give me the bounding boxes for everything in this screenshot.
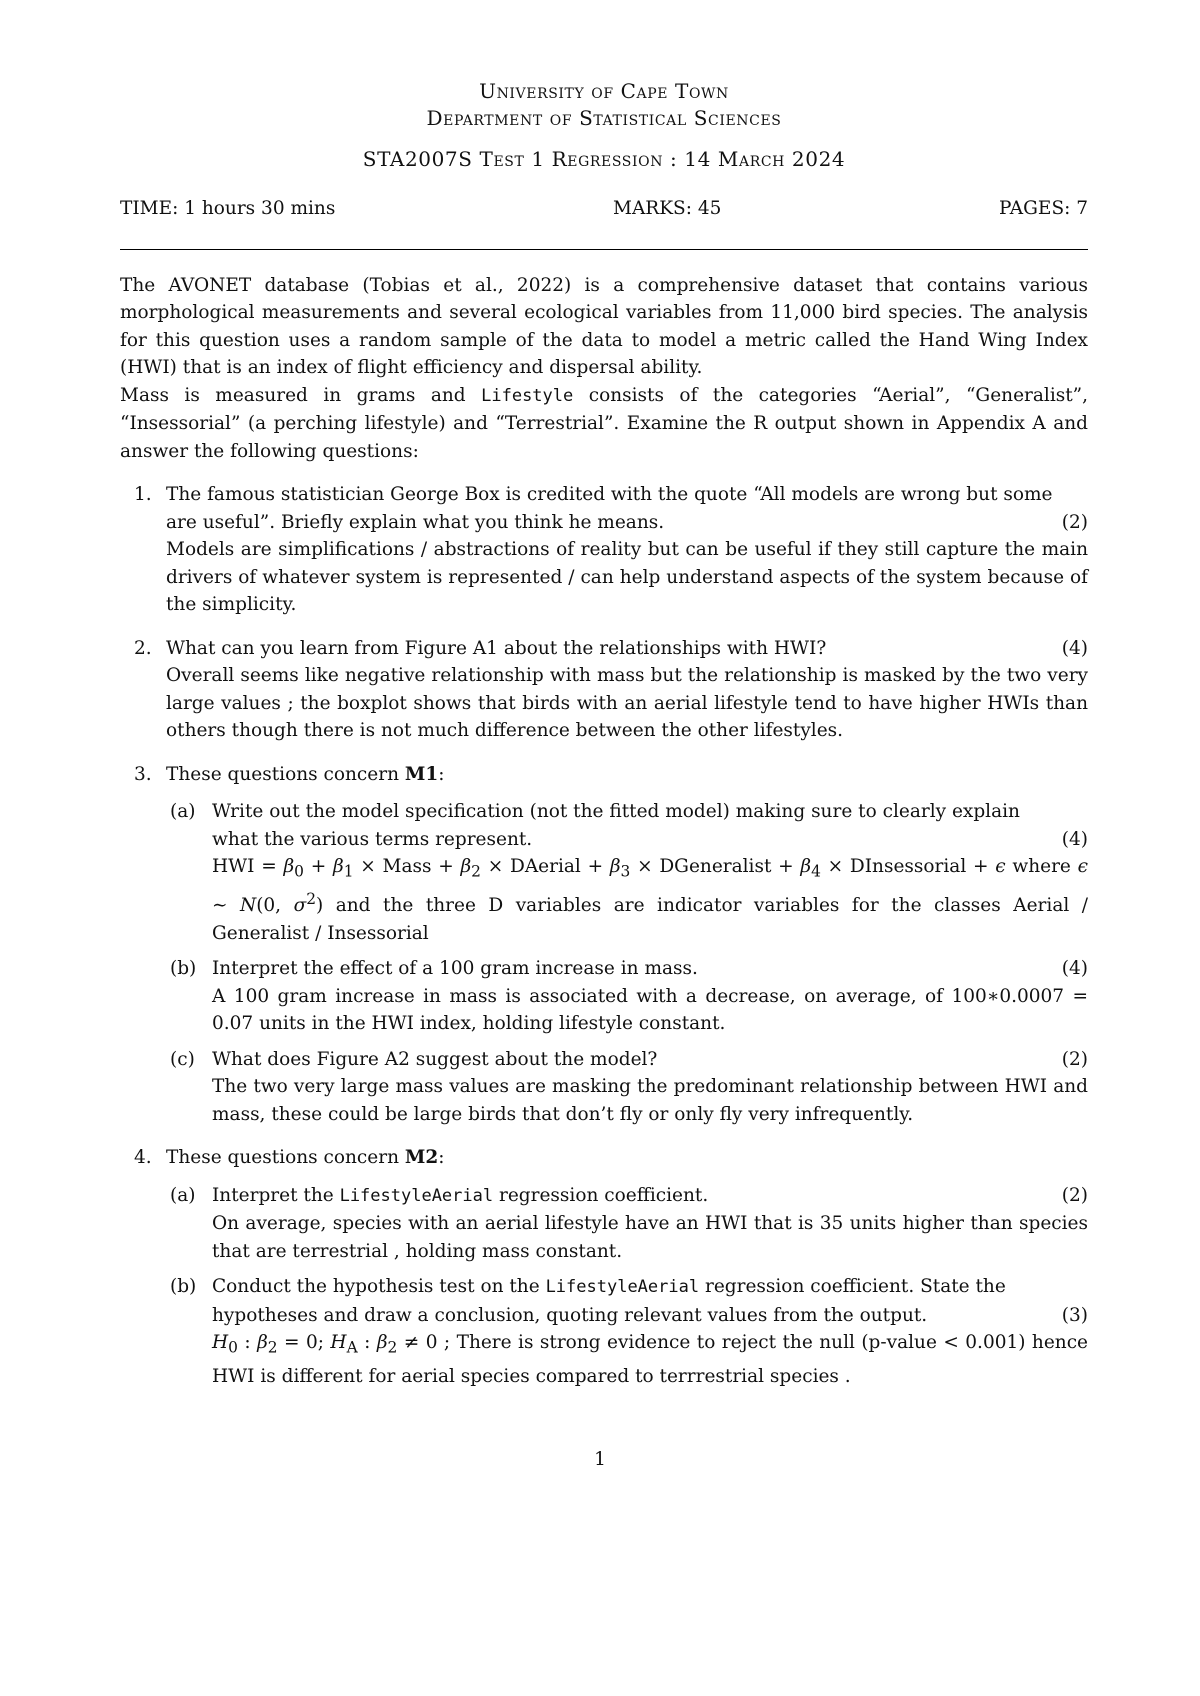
subquestion-marks: (4)	[1061, 828, 1088, 850]
page-number: 1	[594, 1449, 606, 1470]
eq-beta1: β	[332, 856, 344, 877]
eq-hwi: HWI	[212, 856, 255, 877]
eq-square: 2	[306, 890, 317, 909]
eq-sigma: σ	[293, 895, 307, 917]
question-number: 2.	[134, 637, 152, 659]
subquestion-label: (b)	[170, 958, 197, 980]
test-title: STA2007S Test 1 Regression : 14 March 2024	[362, 147, 846, 171]
eq-where: where	[1005, 856, 1078, 877]
answer-text: Overall seems like negative relationship with mass but the relationship is masked by the two very large values ; the boxplot shows that birds with an aerial lifestyle tend to have higher HWIs than others though there is not much difference between the other lifestyles.	[166, 665, 1088, 741]
eq-beta0: β	[283, 856, 295, 877]
subquestion-marks: (2)	[1061, 1184, 1088, 1206]
eq-plus: +	[303, 856, 333, 877]
question-2	[120, 635, 1088, 745]
h-alt-sub: A	[346, 1339, 358, 1358]
subquestion-text-line	[212, 1302, 1088, 1330]
eq-term2: × DAerial +	[480, 856, 610, 877]
subquestion-text: Interpret the effect of a 100 gram increase in mass.	[212, 958, 698, 980]
question-list	[120, 481, 1088, 1390]
pages-info: PAGES: 7	[999, 198, 1088, 219]
eq-explanation: and the three D variables are indicator variables for the classes Aerial / Generalist / Insessorial	[212, 895, 1088, 944]
question-number: 4.	[134, 1147, 152, 1169]
h-null-sub: 0	[228, 1339, 238, 1358]
eq-sub1: 1	[343, 862, 354, 881]
question-text-line	[166, 509, 1088, 537]
h-colon-2: :	[357, 1332, 377, 1354]
eq-normal: N	[240, 895, 257, 917]
question-marks: (4)	[1061, 637, 1088, 659]
subquestion-list	[166, 798, 1088, 1128]
question-text: The famous statistician George Box is credited with the quote “All models are wrong but some	[166, 484, 1053, 505]
eq-epsilon: ϵ	[995, 856, 1006, 877]
question-text-start: These questions concern	[166, 763, 405, 785]
answer-text: On average, species with an aerial lifestyle have an HWI that is 35 units higher than species that are terrestrial , holding mass constant.	[212, 1213, 1088, 1262]
model-name: M2	[404, 1147, 439, 1169]
university-name: University of Cape Town	[479, 79, 729, 103]
subquestion-label: (a)	[170, 1184, 196, 1206]
subquestion-text-end: regression coefficient.	[493, 1184, 709, 1206]
eq-sub4: 4	[811, 862, 821, 881]
subquestion-text	[212, 1182, 708, 1211]
subquestion-label: (b)	[170, 1276, 197, 1298]
subquestion-text-line	[212, 1182, 1088, 1211]
subquestion-label: (c)	[170, 1048, 195, 1070]
coefficient-code: LifestyleAerial	[545, 1277, 700, 1298]
eq-term3: × DGeneralist +	[630, 856, 801, 877]
question-text	[166, 761, 1088, 789]
question-text: What can you learn from Figure A1 about the relationships with HWI?	[166, 637, 827, 659]
eq-beta3: β	[609, 856, 621, 877]
question-number: 1.	[134, 484, 152, 505]
intro-paragraph-1: The AVONET database (Tobias et al., 2022) is a comprehensive dataset that contains various morphological measurements and several ecological variables from 11,000 bird species. The analysis for this question uses a random sample of the data to model a metric called the Hand Wing Index (HWI) that is an index of flight efficiency and dispersal ability.	[120, 274, 1088, 378]
subquestion-text-line	[212, 826, 1088, 854]
subquestion-marks: (4)	[1061, 958, 1088, 980]
test-meta-row	[120, 195, 1088, 223]
subquestion-text-start: Conduct the hypothesis test on the	[212, 1276, 546, 1298]
subquestion-text-line	[212, 955, 1088, 983]
answer-text: A 100 gram increase in mass is associated with a decrease, on average, of 100∗0.0007 = 0.07 units in the HWI index, holding lifestyle constant.	[212, 985, 1088, 1035]
eq-term1: × Mass +	[353, 856, 461, 877]
eq-beta2: β	[460, 856, 472, 877]
subquestion-text: What does Figure A2 suggest about the model?	[212, 1048, 658, 1070]
subquestion-marks: (3)	[1061, 1304, 1088, 1326]
question-number: 3.	[134, 763, 152, 785]
question-4	[120, 1144, 1088, 1390]
eq-sim: ∼	[212, 895, 240, 917]
question-text	[166, 1144, 1088, 1172]
colon: :	[438, 1147, 445, 1169]
intro-text	[120, 272, 1088, 466]
h-beta-sub: 2	[267, 1339, 278, 1358]
subquestion-text-line	[212, 1046, 1088, 1074]
eq-args: (0,	[256, 895, 294, 917]
model-name: M1	[404, 763, 439, 785]
department-name: Department of Statistical Sciences	[426, 106, 782, 130]
question-3	[120, 761, 1088, 1129]
eq-term4: × DInsessorial +	[820, 856, 996, 877]
coefficient-code: LifestyleAerial	[339, 1185, 494, 1206]
subquestion-3a	[166, 798, 1088, 947]
h-null: H	[212, 1332, 229, 1354]
subquestion-text-start: Interpret the	[212, 1184, 340, 1206]
subquestion-label: (a)	[170, 801, 196, 822]
subquestion-3c	[166, 1046, 1088, 1129]
intro-paragraph-2	[120, 382, 1088, 466]
subquestion-text: Write out the model specification (not the fitted model) making sure to clearly explain	[212, 801, 1020, 822]
question-1	[120, 481, 1088, 619]
eq-close: )	[316, 895, 324, 917]
h-beta-2: β	[376, 1332, 388, 1354]
hypothesis-answer	[212, 1329, 1088, 1390]
marks-info: MARKS: 45	[613, 198, 722, 219]
colon: :	[438, 763, 445, 785]
subquestion-marks: (2)	[1061, 1048, 1088, 1070]
h-alt: H	[330, 1332, 347, 1354]
subquestion-text-end: regression coefficient. State the	[699, 1276, 1006, 1298]
lifestyle-code: Lifestyle	[481, 385, 574, 406]
time-info: TIME: 1 hours 30 mins	[120, 198, 336, 219]
subquestion-3b	[166, 955, 1088, 1038]
subquestion-text-2: hypotheses and draw a conclusion, quoting relevant values from the output.	[212, 1304, 928, 1326]
question-text-2: are useful”. Briefly explain what you think he means.	[166, 511, 665, 533]
h-beta-sub-2: 2	[387, 1339, 398, 1358]
subquestion-4b	[166, 1273, 1088, 1390]
h-beta: β	[257, 1332, 268, 1354]
h-colon: :	[237, 1332, 258, 1354]
question-text-start: These questions concern	[166, 1147, 405, 1169]
h-conclusion: ≠ 0 ; There is strong evidence to reject the null (p-value < 0.001) hence HWI is different for aerial species compared to terrrestrial species .	[212, 1332, 1088, 1387]
eq-equals: =	[254, 856, 284, 877]
header-divider	[120, 249, 1088, 250]
question-marks: (2)	[1061, 511, 1088, 533]
model-equation-answer	[212, 853, 1088, 947]
intro-p2-start: Mass is measured in grams and	[120, 384, 482, 406]
eq-sub0: 0	[294, 862, 304, 881]
subquestion-text	[212, 1273, 1088, 1302]
eq-sub2: 2	[471, 862, 481, 881]
eq-epsilon-2: ϵ	[1077, 856, 1088, 877]
answer-text: The two very large mass values are masking the predominant relationship between HWI and mass, these could be large birds that don’t fly or only fly very infrequently.	[212, 1076, 1088, 1125]
intro-p2-end: consists of the categories “Aerial”, “Generalist”, “Insessorial” (a perching lifestyle) and “Terrestrial”. Examine the R output shown in Appendix A and answer the following questions:	[120, 384, 1088, 462]
answer-text: Models are simplifications / abstractions of reality but can be useful if they still capture the main drivers of whatever system is represented / can help understand aspects of the system because of the simplicity.	[166, 539, 1088, 615]
eq-sub3: 3	[620, 862, 631, 881]
question-text-line	[166, 635, 1088, 663]
subquestion-list	[166, 1182, 1088, 1390]
h-equals-zero: = 0;	[277, 1332, 331, 1354]
subquestion-4a	[166, 1182, 1088, 1266]
subquestion-text-2: what the various terms represent.	[212, 828, 533, 850]
eq-beta4: β	[800, 856, 812, 877]
exam-page	[120, 78, 1088, 1390]
